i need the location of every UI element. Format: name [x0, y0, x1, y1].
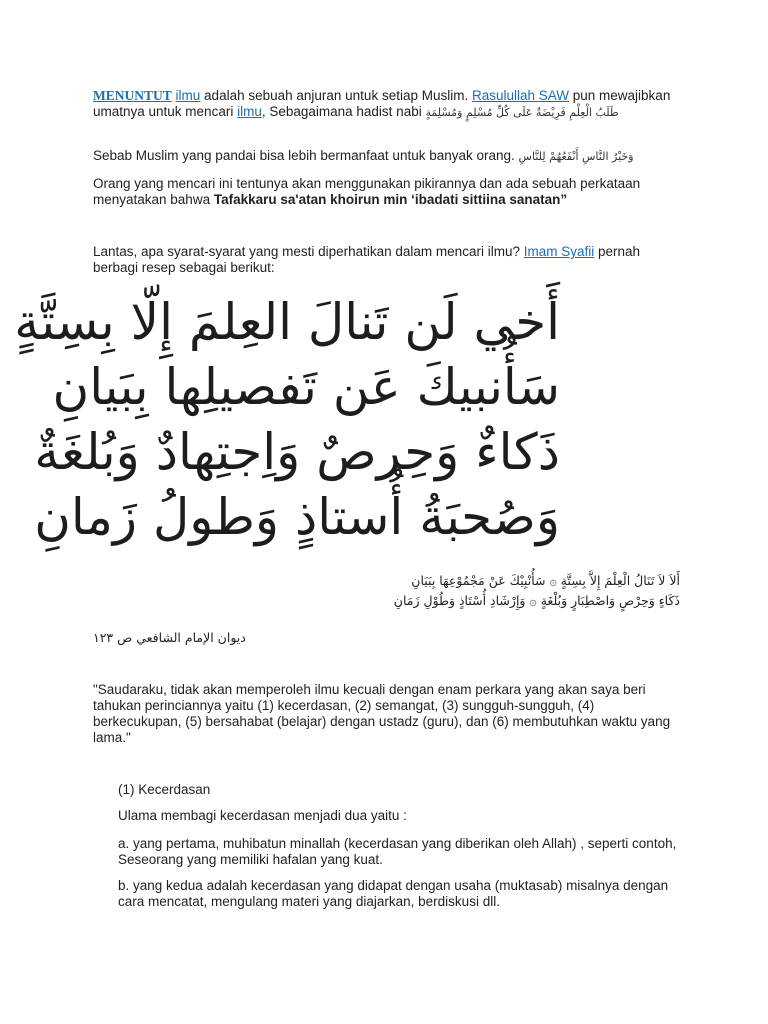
para4-text-2: pernah berbagi resep sebagai berikut: — [93, 244, 641, 275]
para-syarat — [93, 244, 683, 276]
imam-syafii-link[interactable]: Imam Syafii — [523, 244, 595, 259]
section-para-3: b. yang kedua adalah kecerdasan yang didapat dengan usaha (muktasab) misalnya dengan cara mencatat, mengulang materi yang diajarkan, berdiskusi dll. — [118, 878, 669, 909]
small-poem-line-1: أَلاَ لاَ تَنَالُ الْعِلْمَ إِلاَّ بِسِتَّةٍ ۞ سَأُنْبِيْكَ عَنْ مَجْمُوْعِهَا بِبَيَانِ — [411, 573, 680, 588]
ilmu-link-2[interactable]: ilmu — [237, 104, 262, 119]
section-para-1: Ulama membagi kecerdasan menjadi dua yaitu : — [118, 808, 407, 823]
translation-paragraph: "Saudaraku, tidak akan memperoleh ilmu kecuali dengan enam perkara yang akan saya beri tahukan perinciannya yaitu (1) kecerdasan, (2) semangat, (3) sungguh-sungguh, (4) berkecukupan, (5) bersahabat (belajar) dengan ustadz (guru), dan (6) membutuhkan waktu yang lama." — [93, 682, 671, 745]
menuntut-link[interactable]: MENUNTUT — [93, 88, 172, 103]
para4-text-1: Lantas, apa syarat-syarat yang mesti diperhatikan dalam mencari ilmu? — [93, 244, 524, 259]
para2-arabic: وَخَيْرُ النَّاسِ أَنْفَعُهُمْ لِلنَّاسِ — [518, 150, 634, 163]
intro-text-3: , Sebagaimana hadist nabi — [261, 104, 426, 119]
poem-line-2: سَأُنبيكَ عَن تَفصيلِها بِبَيانِ — [52, 358, 560, 416]
section-para-2: a. yang pertama, muhibatun minallah (kecerdasan yang diberikan oleh Allah) , seperti contoh, Seseorang yang memiliki hafalan yang kuat. — [118, 836, 677, 867]
intro-text-1: adalah sebuah anjuran untuk setiap Muslim. — [200, 88, 472, 103]
para-tafakkaru — [93, 176, 683, 208]
poem-line-4: وَصُحبَةُ أُستاذٍ وَطولُ زَمانِ — [34, 488, 560, 546]
intro-text-2: pun mewajibkan umatnya untuk mencari — [93, 88, 671, 119]
ilmu-link-1[interactable]: ilmu — [175, 88, 201, 103]
section-heading-kecerdasan: (1) Kecerdasan — [118, 782, 211, 797]
para3-text: Orang yang mencari ini tentunya akan menggunakan pikirannya dan ada sebuah perkataan menyatakan bahwa — [93, 176, 641, 207]
para-muslim-benefit — [93, 148, 683, 165]
diwan-source: ديوان الإمام الشافعي ص ١٢٣ — [93, 630, 246, 645]
poem-line-3: ذَكاءٌ وَحِرصٌ وَاِجتِهادٌ وَبُلغَةٌ — [34, 423, 560, 481]
small-poem-line-2: ذَكَاءٍ وَحِرْصٍ وَاصْطِبَارٍ وَبُلْغَةٍ ۞ وَإِرْشَادِ أُسْتَاذٍ وَطُوْلِ زَمَانِ — [393, 593, 680, 608]
para2-text: Sebab Muslim yang pandai bisa lebih bermanfaat untuk banyak orang. — [93, 148, 519, 163]
intro-paragraph — [93, 88, 683, 121]
para3-bold-quote: Tafakkaru sa'atan khoirun min ‘ibadati sittiina sanatan” — [213, 192, 568, 207]
hadith-arabic: طَلَبُ الْعِلْمِ فَرِيْضَةٌ عَلَى كُلِّ مُسْلِمٍ وَمُسْلِمَةٍ — [425, 106, 619, 119]
rasulullah-link[interactable]: Rasulullah SAW — [471, 88, 570, 103]
poem-line-1: أَخي لَن تَنالَ العِلمَ إِلّا بِسِتَّةٍ — [14, 293, 560, 351]
